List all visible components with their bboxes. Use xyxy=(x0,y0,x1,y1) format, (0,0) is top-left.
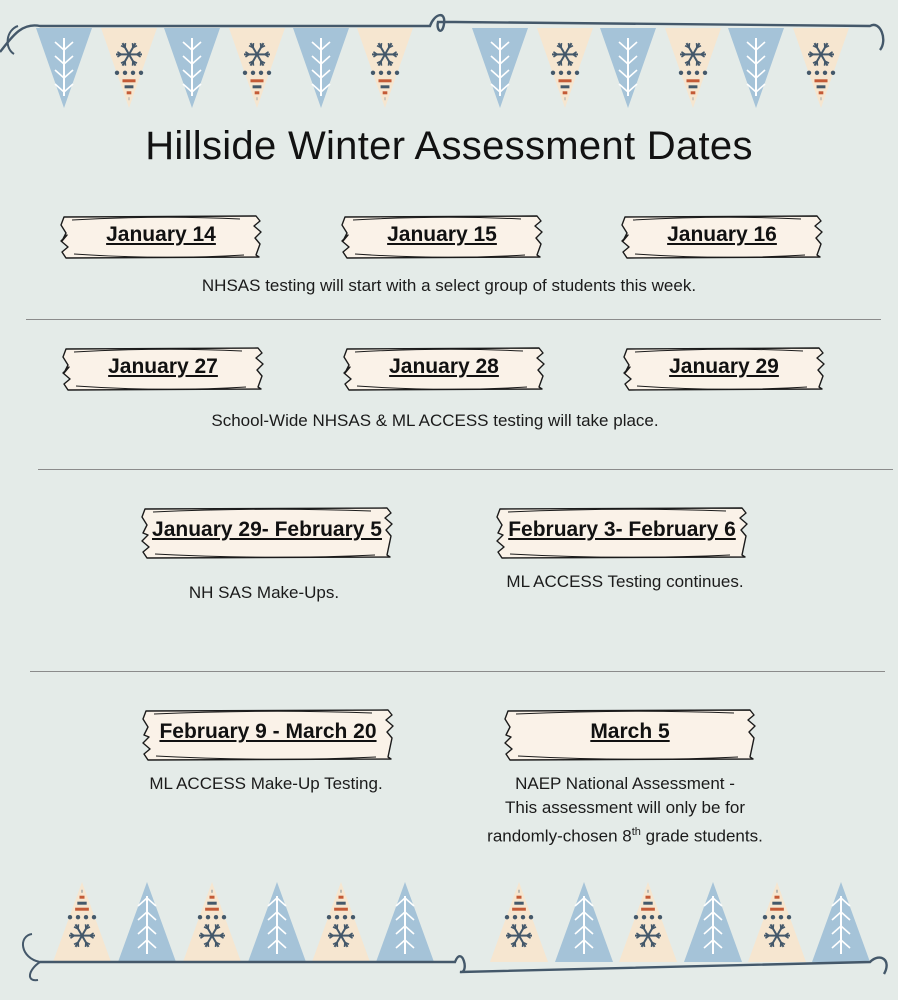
pennant-dot xyxy=(505,915,509,919)
pennant-dot xyxy=(395,71,399,75)
cream-pennant xyxy=(665,28,721,108)
section-description-multiline xyxy=(440,772,810,849)
pennant-dot xyxy=(807,71,811,75)
date-label: January 29- February 5 xyxy=(152,518,382,541)
pennant-dot xyxy=(68,915,72,919)
pennant-dot xyxy=(343,915,347,919)
pennant-dot xyxy=(387,71,391,75)
divider xyxy=(30,671,885,672)
pennant-dot xyxy=(559,71,563,75)
cream-pennant xyxy=(229,28,285,108)
description-text: randomly-chosen 8 xyxy=(487,826,632,846)
date-label: January 29 xyxy=(669,355,779,378)
date-label: January 14 xyxy=(106,223,216,246)
pennant-dot xyxy=(139,71,143,75)
pennant-dot xyxy=(831,71,835,75)
pennant-dot xyxy=(214,915,218,919)
pennant-dot xyxy=(763,915,767,919)
pennant-dot xyxy=(658,915,662,919)
pennant-dot xyxy=(123,71,127,75)
section-description: NH SAS Make-Ups. xyxy=(188,583,340,602)
section-description: School-Wide NHSAS & ML ACCESS testing will take place. xyxy=(211,411,659,430)
pennant-dot xyxy=(703,71,707,75)
section-description: NHSAS testing will start with a select group of students this week. xyxy=(201,276,697,295)
pennant-dot xyxy=(251,71,255,75)
pennant-dot xyxy=(206,915,210,919)
cream-pennant xyxy=(312,882,370,962)
date-tag xyxy=(343,345,545,389)
pennant-dot xyxy=(823,71,827,75)
pennant-dot xyxy=(243,71,247,75)
pennant-dot xyxy=(513,915,517,919)
date-tag xyxy=(623,345,825,389)
cream-pennant xyxy=(490,882,548,962)
cream-pennant xyxy=(357,28,413,108)
date-label: January 28 xyxy=(389,355,499,378)
pennant-dot xyxy=(551,71,555,75)
pennant-dot xyxy=(634,915,638,919)
cream-pennant xyxy=(748,882,806,962)
pennant-dot xyxy=(76,915,80,919)
date-tag xyxy=(341,213,543,257)
pennant-dot xyxy=(267,71,271,75)
date-label: January 16 xyxy=(667,223,777,246)
divider xyxy=(26,319,881,320)
date-tag xyxy=(141,505,393,549)
pennant-dot xyxy=(695,71,699,75)
pennant-dot xyxy=(815,71,819,75)
divider xyxy=(38,469,893,470)
cream-pennant xyxy=(101,28,157,108)
pennant-dot xyxy=(351,915,355,919)
cream-pennant xyxy=(619,882,677,962)
cream-pennant xyxy=(183,882,241,962)
description-line: This assessment will only be for xyxy=(505,798,745,817)
pennant-dot xyxy=(259,71,263,75)
pennant-dot xyxy=(335,915,339,919)
date-tag xyxy=(504,707,756,751)
pennant-dot xyxy=(131,71,135,75)
section-description: ML ACCESS Testing continues. xyxy=(506,572,744,591)
bunting-loop xyxy=(23,934,40,962)
date-label: January 15 xyxy=(387,223,497,246)
bunting-loop xyxy=(30,962,40,980)
pennant-dot xyxy=(575,71,579,75)
pennant-dot xyxy=(679,71,683,75)
date-tag xyxy=(60,213,262,257)
date-tag xyxy=(496,505,748,549)
cream-pennant xyxy=(793,28,849,108)
pennant-dot xyxy=(567,71,571,75)
cream-pennant xyxy=(537,28,593,108)
date-label: March 5 xyxy=(590,720,670,743)
ordinal-suffix: th xyxy=(631,826,641,838)
description-line: NAEP National Assessment - xyxy=(515,774,735,793)
pennant-dot xyxy=(115,71,119,75)
pennant-dot xyxy=(642,915,646,919)
pennant-dot xyxy=(84,915,88,919)
pennant-dot xyxy=(787,915,791,919)
pennant-dot xyxy=(222,915,226,919)
pennant-dot xyxy=(327,915,331,919)
description-line xyxy=(440,820,810,849)
date-label: January 27 xyxy=(108,355,218,378)
pennant-dot xyxy=(92,915,96,919)
cream-pennant xyxy=(53,882,111,962)
pennant-dot xyxy=(371,71,375,75)
bottom-bunting xyxy=(0,860,898,1000)
description-text: grade students. xyxy=(640,826,763,846)
pennant-dot xyxy=(687,71,691,75)
pennant-dot xyxy=(529,915,533,919)
date-tag xyxy=(142,707,394,751)
pennant-dot xyxy=(379,71,383,75)
pennant-dot xyxy=(771,915,775,919)
date-tag xyxy=(62,345,264,389)
section-description: ML ACCESS Make-Up Testing. xyxy=(149,774,383,793)
pennant-dot xyxy=(779,915,783,919)
pennant-dot xyxy=(198,915,202,919)
date-label: February 3- February 6 xyxy=(508,518,736,541)
pennant-dot xyxy=(521,915,525,919)
date-tag xyxy=(621,213,823,257)
pennant-dot xyxy=(650,915,654,919)
date-label: February 9 - March 20 xyxy=(159,720,377,743)
page-title: Hillside Winter Assessment Dates xyxy=(145,124,753,168)
top-bunting xyxy=(0,0,898,115)
